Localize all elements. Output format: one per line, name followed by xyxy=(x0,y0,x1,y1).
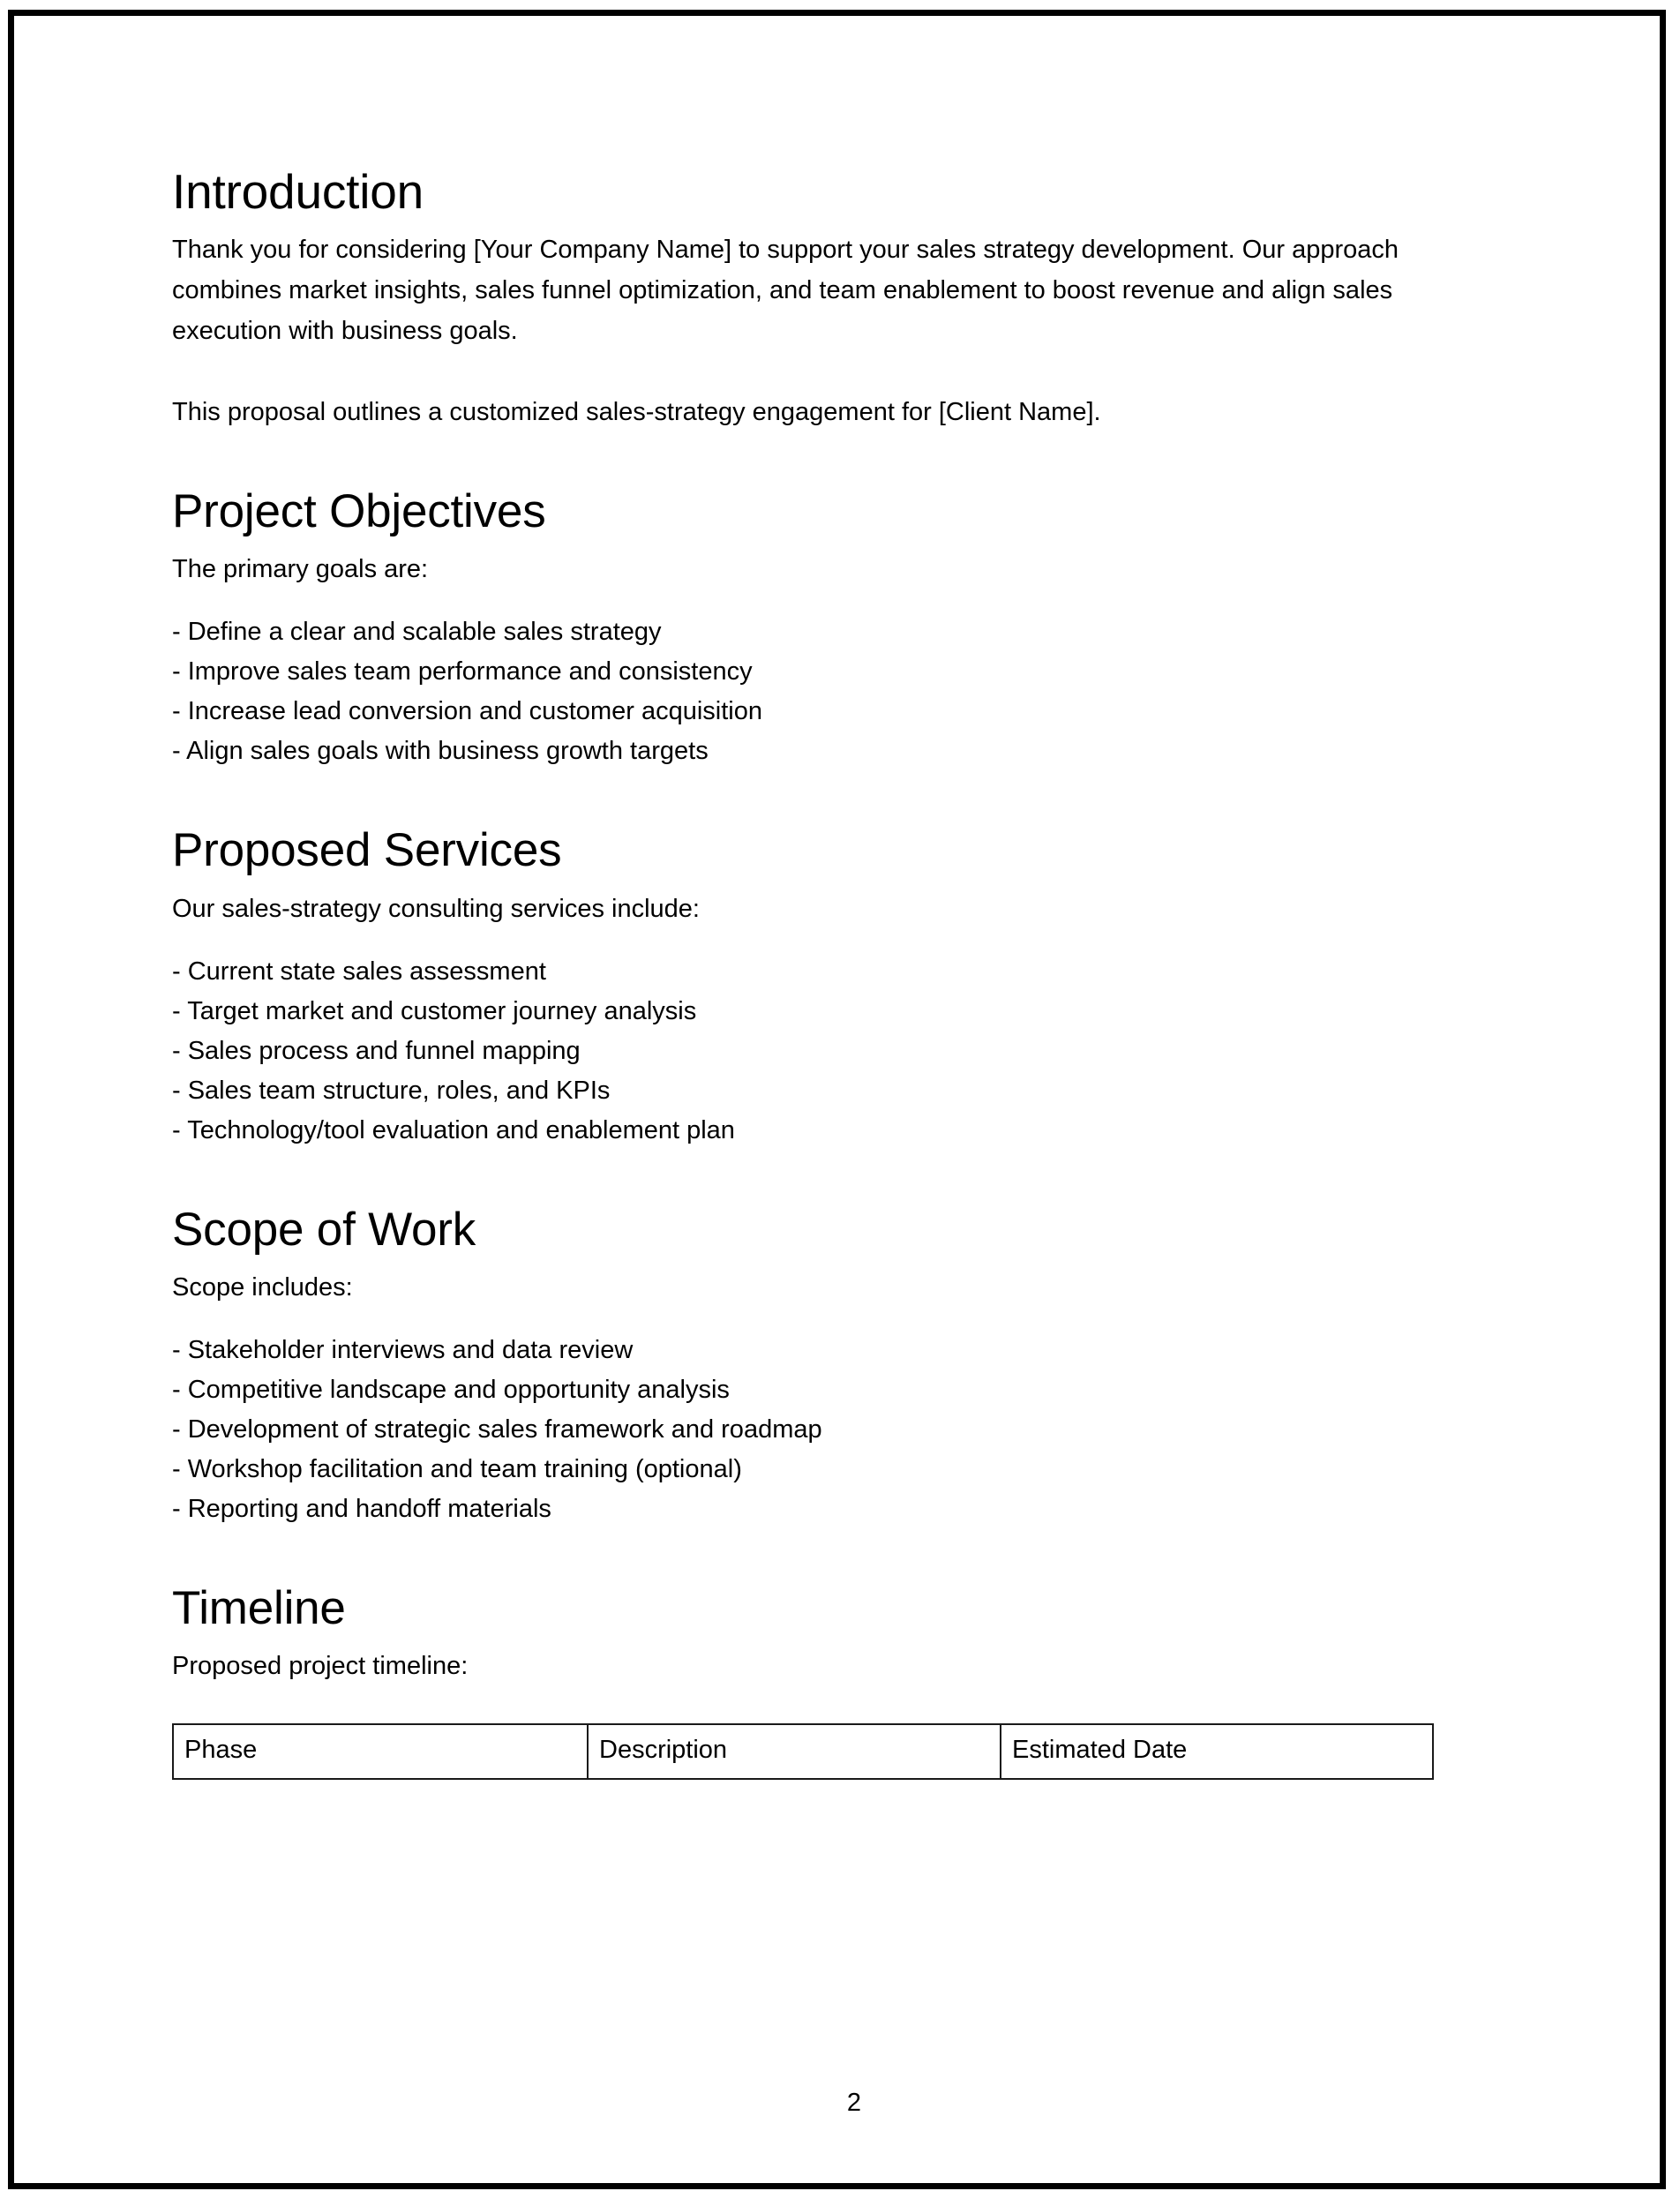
table-spacer xyxy=(172,1686,1504,1723)
list-item: - Sales team structure, roles, and KPIs xyxy=(172,1076,611,1105)
scope-of-work-list xyxy=(172,1331,1504,1529)
list-item: - Target market and customer journey analysis xyxy=(172,996,697,1025)
proposed-services-list xyxy=(172,952,1504,1151)
list-item: - Development of strategic sales framework and roadmap xyxy=(172,1414,822,1444)
page-number: 2 xyxy=(846,2089,862,2117)
section-spacer xyxy=(172,771,1504,826)
paragraph-spacer xyxy=(172,351,1504,392)
list-item: - Stakeholder interviews and data review xyxy=(172,1335,634,1364)
section-heading-timeline: Timeline xyxy=(172,1581,346,1634)
section-heading-scope-of-work: Scope of Work xyxy=(172,1203,476,1256)
project-objectives-intro: The primary goals are: xyxy=(172,555,429,584)
list-item: - Align sales goals with business growth targets xyxy=(172,737,709,766)
list-item: - Workshop facilitation and team training (optional) xyxy=(172,1454,742,1483)
section-heading-proposed-services: Proposed Services xyxy=(172,824,562,877)
timeline-table xyxy=(172,1723,1434,1780)
table-header-row xyxy=(173,1724,1433,1779)
list-item: - Current state sales assessment xyxy=(172,957,546,986)
list-spacer xyxy=(172,929,1504,952)
table-column-header-description: Description xyxy=(588,1724,1001,1779)
section-heading-project-objectives: Project Objectives xyxy=(172,485,546,538)
section-spacer xyxy=(172,1529,1504,1584)
list-item: - Improve sales team performance and consistency xyxy=(172,657,753,687)
timeline-intro: Proposed project timeline: xyxy=(172,1651,469,1680)
list-item: - Define a clear and scalable sales strategy xyxy=(172,618,662,647)
document-content xyxy=(172,166,1504,1780)
page-border-frame xyxy=(8,10,1666,2189)
list-item: - Competitive landscape and opportunity analysis xyxy=(172,1375,730,1404)
list-spacer xyxy=(172,1308,1504,1331)
section-spacer xyxy=(172,1151,1504,1205)
introduction-paragraph-1: Thank you for considering [Your Company Name] to support your sales strategy development. Our approach combines market insights, sales funnel optimization, and team enablement to boost revenue and align sales execution with business goals. xyxy=(172,236,1399,346)
list-item: - Increase lead conversion and customer acquisition xyxy=(172,697,762,726)
list-item: - Reporting and handoff materials xyxy=(172,1494,551,1523)
scope-of-work-intro: Scope includes: xyxy=(172,1272,353,1302)
list-item: - Sales process and funnel mapping xyxy=(172,1036,581,1065)
page-title: Introduction xyxy=(172,164,424,219)
proposed-services-intro: Our sales-strategy consulting services include: xyxy=(172,894,700,923)
introduction-paragraph-2: This proposal outlines a customized sales-strategy engagement for [Client Name]. xyxy=(172,398,1101,427)
list-spacer xyxy=(172,589,1504,612)
section-spacer xyxy=(172,432,1504,487)
table-column-header-phase: Phase xyxy=(173,1724,588,1779)
list-item: - Technology/tool evaluation and enablement plan xyxy=(172,1115,735,1144)
project-objectives-list xyxy=(172,612,1504,771)
table-column-header-estimated-date: Estimated Date xyxy=(1001,1724,1433,1779)
